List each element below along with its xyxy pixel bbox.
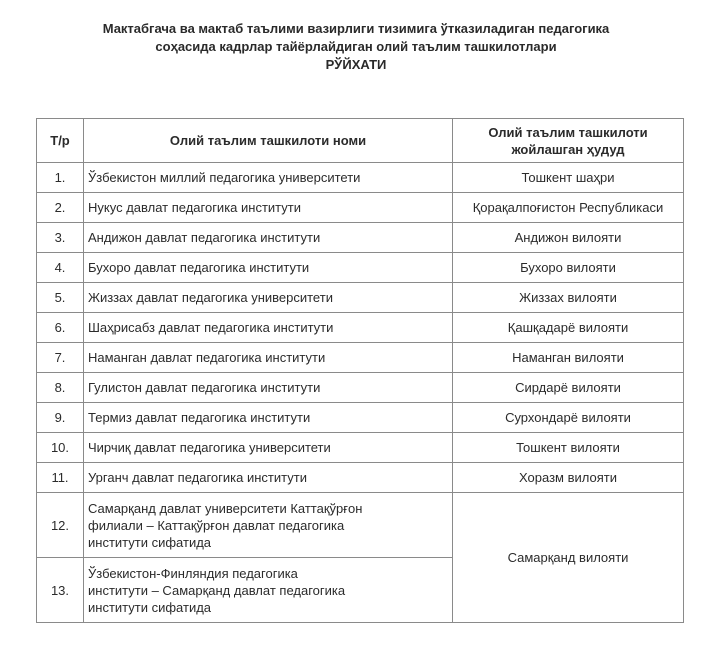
title-line-3: РЎЙХАТИ xyxy=(325,57,387,72)
row-number: 12. xyxy=(37,493,84,558)
table-row xyxy=(37,193,684,223)
title-line-1: Мактабгача ва мактаб таълими вазирлиги тизимига ўтказиладиган педагогика xyxy=(102,21,610,36)
table-row xyxy=(37,223,684,253)
institution-name: Термиз давлат педагогика институти xyxy=(84,403,453,433)
header-region-line-2: жойлашган ҳудуд xyxy=(511,141,625,157)
region-name: Тошкент шаҳри xyxy=(453,163,684,193)
institution-name: Жиззах давлат педагогика университети xyxy=(84,283,453,313)
row-number: 11. xyxy=(37,463,84,493)
merged-region-name: Самарқанд вилояти xyxy=(453,493,684,623)
region-name: Тошкент вилояти xyxy=(453,433,684,463)
row-number: 5. xyxy=(37,283,84,313)
region-name: Сурхондарё вилояти xyxy=(453,403,684,433)
table-header-row xyxy=(37,119,684,163)
institution-name: Наманган давлат педагогика институти xyxy=(84,343,453,373)
institution-name: Бухоро давлат педагогика институти xyxy=(84,253,453,283)
institution-name xyxy=(84,558,453,623)
region-name: Бухоро вилояти xyxy=(453,253,684,283)
institution-name: Гулистон давлат педагогика институти xyxy=(84,373,453,403)
header-number: Т/р xyxy=(37,119,84,163)
row-number: 9. xyxy=(37,403,84,433)
institutions-table xyxy=(36,118,684,623)
region-name: Жиззах вилояти xyxy=(453,283,684,313)
row-number: 4. xyxy=(37,253,84,283)
region-name: Қорақалпоғистон Республикаси xyxy=(453,193,684,223)
row-number: 7. xyxy=(37,343,84,373)
institution-name: Чирчиқ давлат педагогика университети xyxy=(84,433,453,463)
institution-name-line: институти – Самарқанд давлат педагогика xyxy=(88,582,346,598)
region-name: Қашқадарё вилояти xyxy=(453,313,684,343)
row-number: 10. xyxy=(37,433,84,463)
row-number: 1. xyxy=(37,163,84,193)
row-number: 2. xyxy=(37,193,84,223)
institution-name: Нукус давлат педагогика институти xyxy=(84,193,453,223)
institution-name-line: Самарқанд давлат университети Каттақўрғон xyxy=(88,500,363,516)
institution-name-line: Ўзбекистон-Финляндия педагогика xyxy=(88,565,298,581)
region-name: Наманган вилояти xyxy=(453,343,684,373)
institution-name: Андижон давлат педагогика институти xyxy=(84,223,453,253)
table-row xyxy=(37,373,684,403)
institution-name: Урганч давлат педагогика институти xyxy=(84,463,453,493)
institution-name: Шаҳрисабз давлат педагогика институти xyxy=(84,313,453,343)
table-row xyxy=(37,403,684,433)
header-region xyxy=(453,119,684,163)
header-region-line-1: Олий таълим ташкилоти xyxy=(488,124,648,140)
table-row xyxy=(37,313,684,343)
table-row xyxy=(37,493,684,558)
title-line-2: соҳасида кадрлар тайёрлайдиган олий таълим ташкилотлари xyxy=(155,39,557,54)
table-row xyxy=(37,163,684,193)
row-number: 3. xyxy=(37,223,84,253)
table-row xyxy=(37,343,684,373)
institution-name-line: филиали – Каттақўрғон давлат педагогика xyxy=(88,517,345,533)
institution-name-line: институти сифатида xyxy=(88,599,212,615)
institution-name: Ўзбекистон миллий педагогика университети xyxy=(84,163,453,193)
row-number: 8. xyxy=(37,373,84,403)
table-row xyxy=(37,283,684,313)
region-name: Андижон вилояти xyxy=(453,223,684,253)
table-row xyxy=(37,433,684,463)
row-number: 6. xyxy=(37,313,84,343)
table-row xyxy=(37,253,684,283)
institution-name-line: институти сифатида xyxy=(88,534,212,550)
region-name: Хоразм вилояти xyxy=(453,463,684,493)
institution-name xyxy=(84,493,453,558)
table-row xyxy=(37,463,684,493)
region-name: Сирдарё вилояти xyxy=(453,373,684,403)
header-institution-name: Олий таълим ташкилоти номи xyxy=(84,119,453,163)
document-title xyxy=(0,20,712,74)
row-number: 13. xyxy=(37,558,84,623)
